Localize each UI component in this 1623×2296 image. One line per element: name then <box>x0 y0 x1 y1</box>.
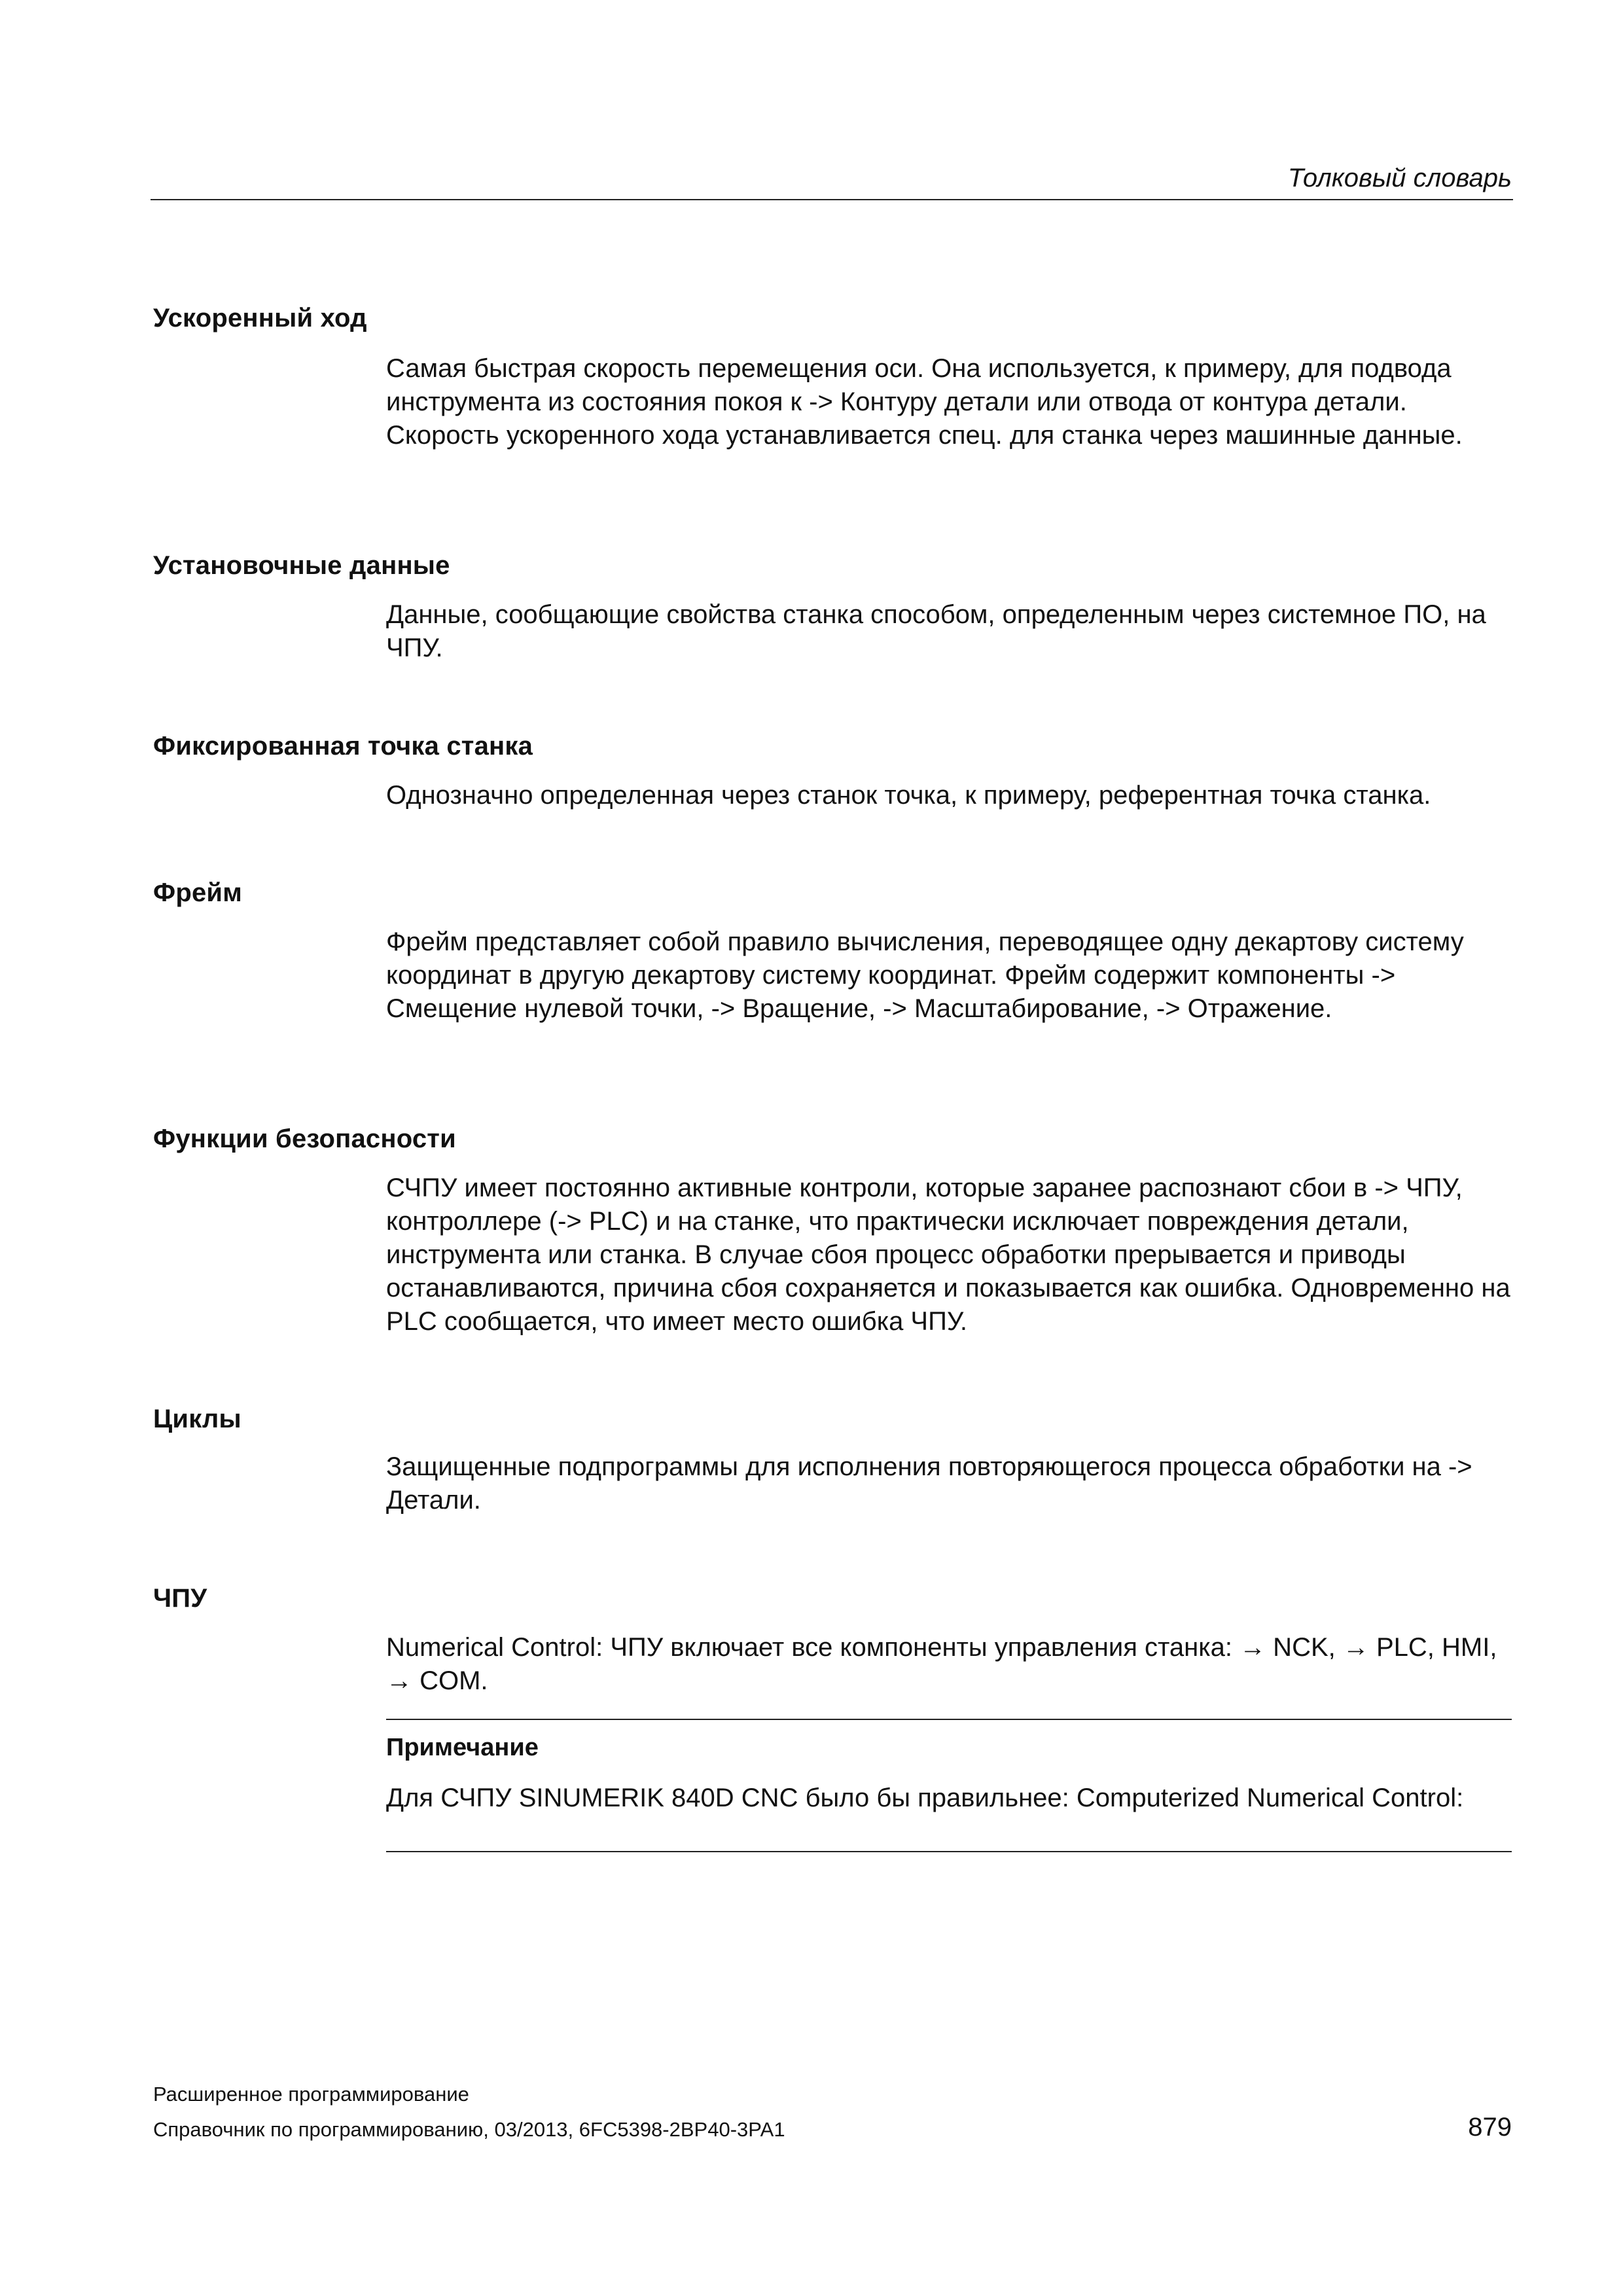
header-divider <box>151 199 1513 200</box>
glossary-term: ЧПУ <box>153 1584 207 1613</box>
note-bottom-divider <box>386 1851 1512 1852</box>
footer-document-reference: Справочник по программированию, 03/2013, 6FC5398-2BP40-3PA1 <box>153 2118 785 2141</box>
glossary-term: Установочные данные <box>153 551 450 580</box>
glossary-definition: Однозначно определенная через станок точка, к примеру, референтная точка станка. <box>386 781 1431 810</box>
glossary-definition: СЧПУ имеет постоянно активные контроли, которые заранее распознают сбои в -> ЧПУ, контроллере (-> PLC) и на станке, что практически исключает повреждения детали, инструмента или станка. В случае сбоя процесс обработки прерывается и приводы останавливаются, причина сбоя сохраняется и показывается как ошибка. Одновременно на PLC сообщается, что имеет место ошибка ЧПУ. <box>386 1174 1510 1336</box>
glossary-term: Фиксированная точка станка <box>153 732 533 761</box>
glossary-definition: Numerical Control: ЧПУ включает все компоненты управления станка: → NCK, → PLC, HMI, → COM. <box>386 1633 1497 1695</box>
glossary-term: Фрейм <box>153 878 242 907</box>
glossary-term: Циклы <box>153 1405 241 1433</box>
note-top-divider <box>386 1719 1512 1720</box>
glossary-definition: Фрейм представляет собой правило вычисления, переводящее одну декартову систему координат в другую декартову систему координат. Фрейм содержит компоненты -> Смещение нулевой точки, -> Вращение, -> Масштабирование, -> Отражение. <box>386 927 1464 1023</box>
glossary-definition: Самая быстрая скорость перемещения оси. Она используется, к примеру, для подвода инструмента из состояния покоя к -> Контуру детали или отвода от контура детали. Скорость ускоренного хода устанавливается спец. для станка через машинные данные. <box>386 354 1463 450</box>
glossary-term: Функции безопасности <box>153 1124 456 1153</box>
glossary-definition: Защищенные подпрограммы для исполнения повторяющегося процесса обработки на -> Детали. <box>386 1452 1472 1515</box>
page-header-title: Толковый словарь <box>1287 164 1512 192</box>
glossary-definition: Данные, сообщающие свойства станка способом, определенным через системное ПО, на ЧПУ. <box>386 600 1486 662</box>
note-title: Примечание <box>386 1734 539 1761</box>
page-number: 879 <box>1468 2113 1512 2142</box>
note-text: Для СЧПУ SINUMERIK 840D CNC было бы правильнее: Computerized Numerical Control: <box>386 1784 1464 1812</box>
glossary-term: Ускоренный ход <box>153 304 367 332</box>
footer-document-title: Расширенное программирование <box>153 2083 469 2106</box>
